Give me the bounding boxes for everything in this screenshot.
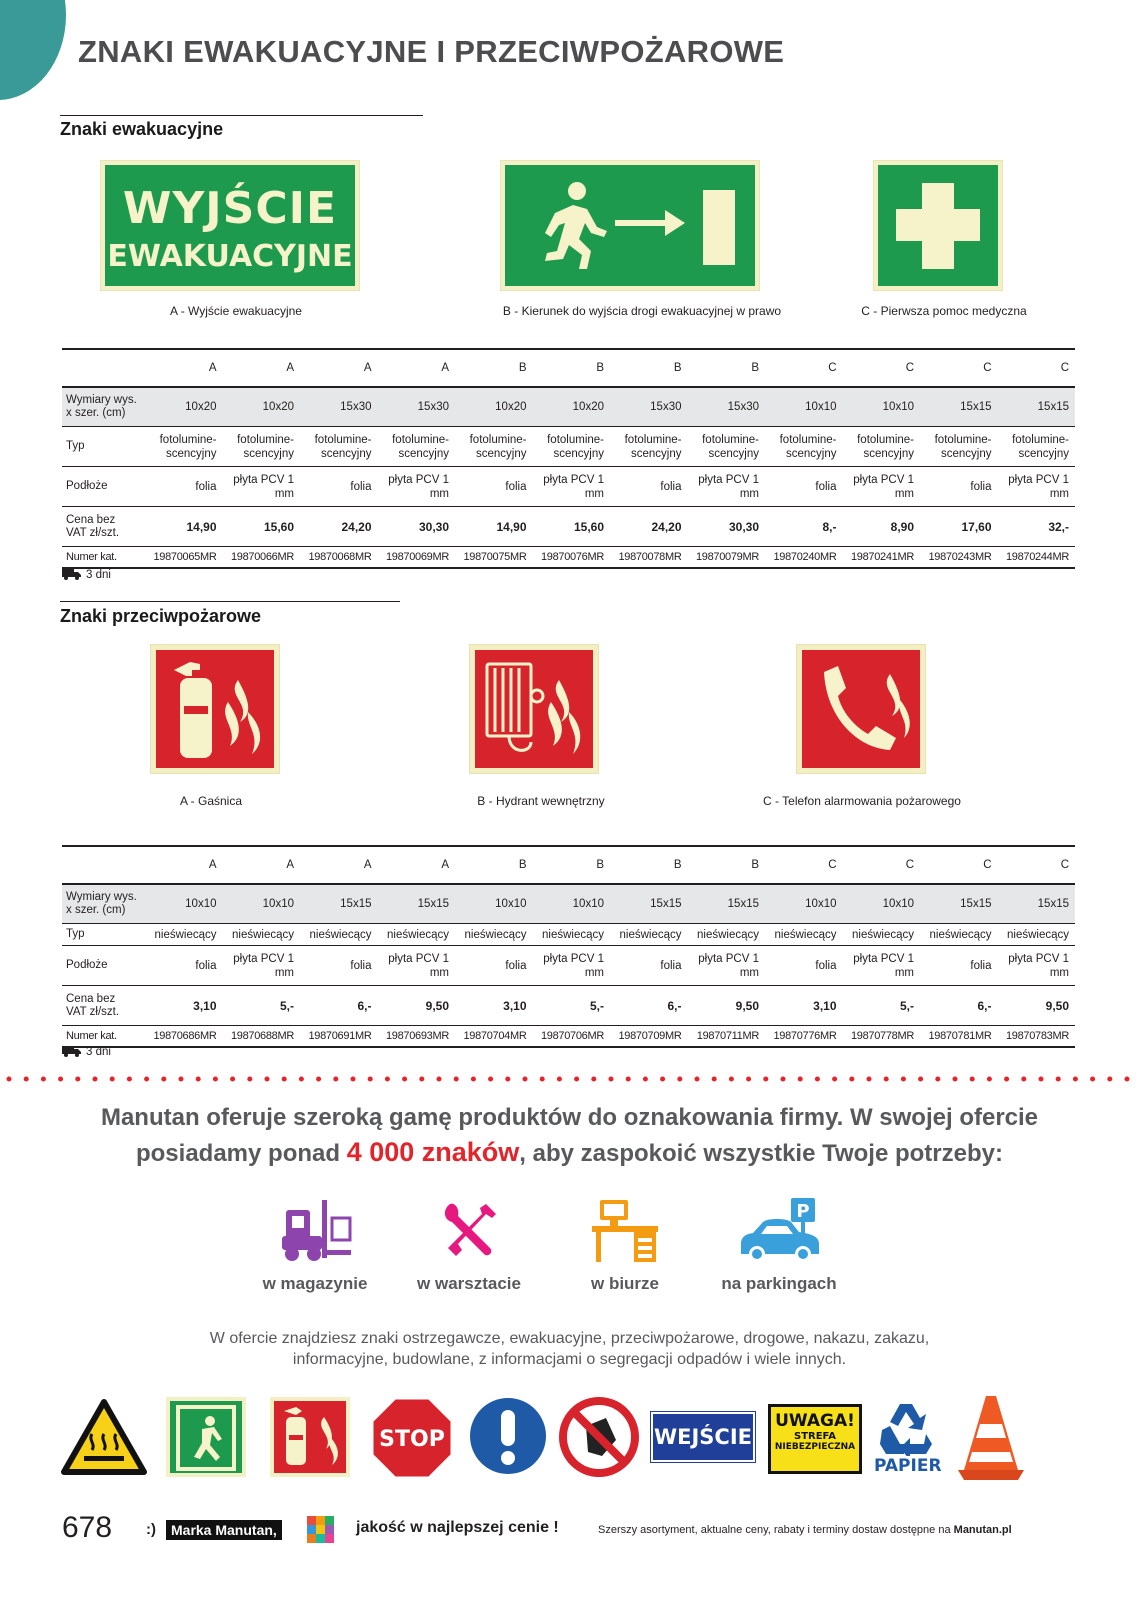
table-cell: płyta PCV 1 mm xyxy=(688,467,766,507)
table-cell: folia xyxy=(455,946,533,986)
offer-line1: W ofercie znajdziesz znaki ostrzegawcze, ewakuacyjne, przeciwpożarowe, drogowe, nakazu, zakazu, xyxy=(209,1330,930,1347)
catalog-cell: 19870241MR xyxy=(843,547,921,569)
table-cell: 15x15 xyxy=(998,387,1076,427)
row-label: Podłoże xyxy=(62,946,145,986)
col-head: C xyxy=(920,349,998,387)
section-rule xyxy=(60,601,400,602)
catalog-cell: 19870686MR xyxy=(145,1026,223,1048)
running-man-arrow-icon xyxy=(505,165,755,286)
catalog-cell: 19870069MR xyxy=(378,547,456,569)
table-cell: 15x30 xyxy=(610,387,688,427)
table-cell: 15x30 xyxy=(688,387,766,427)
price-cell: 17,60 xyxy=(920,507,998,547)
table-row-base xyxy=(62,467,1075,507)
table-cell: 10x20 xyxy=(145,387,223,427)
row-label: Numer kat. xyxy=(62,547,145,569)
table-cell: płyta PCV 1 mm xyxy=(223,467,301,507)
catalog-cell: 19870688MR xyxy=(223,1026,301,1048)
table-cell: fotolumine-scencyjny xyxy=(300,427,378,467)
col-head: C xyxy=(843,846,921,884)
table-cell: folia xyxy=(765,946,843,986)
col-head: C xyxy=(920,846,998,884)
table-cell: płyta PCV 1 mm xyxy=(223,946,301,986)
col-head: C xyxy=(843,349,921,387)
price-cell: 6,- xyxy=(610,986,688,1026)
catalog-cell: 19870068MR xyxy=(300,547,378,569)
catalog-cell: 19870691MR xyxy=(300,1026,378,1048)
col-head: C xyxy=(765,846,843,884)
delivery-text: 3 dni xyxy=(86,569,111,581)
table-cell: fotolumine-scencyjny xyxy=(998,427,1076,467)
prohibition-sign-icon xyxy=(558,1396,640,1478)
table-row-price xyxy=(62,986,1075,1026)
col-head: A xyxy=(300,846,378,884)
table-cell: folia xyxy=(610,467,688,507)
desk-icon xyxy=(590,1198,660,1264)
table-cell: fotolumine-scencyjny xyxy=(843,427,921,467)
catalog-cell: 19870776MR xyxy=(765,1026,843,1048)
price-cell: 5,- xyxy=(843,986,921,1026)
row-label: Wymiary wys. x szer. (cm) xyxy=(62,387,145,427)
price-cell: 5,- xyxy=(533,986,611,1026)
forklift-icon xyxy=(280,1198,354,1264)
page-number: 678 xyxy=(62,1511,113,1544)
table-row-catalog xyxy=(62,547,1075,569)
price-cell: 32,- xyxy=(998,507,1076,547)
col-head: C xyxy=(765,349,843,387)
price-cell: 9,50 xyxy=(688,986,766,1026)
price-cell: 15,60 xyxy=(223,507,301,547)
caption-b: B - Hydrant wewnętrzny xyxy=(477,794,605,808)
table-cell: fotolumine-scencyjny xyxy=(688,427,766,467)
catalog-cell: 19870075MR xyxy=(455,547,533,569)
catalog-cell: 19870693MR xyxy=(378,1026,456,1048)
offer-line2: informacyjne, budowlane, z informacjami o segregacji odpadów i wiele innych. xyxy=(292,1351,847,1368)
table-cell: płyta PCV 1 mm xyxy=(533,467,611,507)
catalog-cell: 19870066MR xyxy=(223,547,301,569)
sign-exit-right xyxy=(501,161,759,290)
sign-hydrant xyxy=(470,645,598,773)
table-header-row xyxy=(62,846,1075,884)
mandatory-info-icon xyxy=(468,1396,548,1476)
table-cell: 15x15 xyxy=(920,387,998,427)
smile-glyph: :) xyxy=(146,1521,156,1538)
exit-door-sign-icon xyxy=(166,1397,246,1477)
col-head: A xyxy=(300,349,378,387)
table-cell: płyta PCV 1 mm xyxy=(378,946,456,986)
caption-a: A - Wyjście ewakuacyjne xyxy=(170,304,302,318)
table-cell: nieświecący xyxy=(610,924,688,946)
fire-extinguisher-icon xyxy=(156,650,274,768)
table-cell: nieświecący xyxy=(998,924,1076,946)
table-cell: 15x15 xyxy=(920,884,998,924)
category-warehouse: w magazynie xyxy=(262,1274,368,1293)
table-cell: folia xyxy=(610,946,688,986)
table-cell: płyta PCV 1 mm xyxy=(533,946,611,986)
brand-badge: Marka Manutan, xyxy=(166,1520,282,1540)
col-head: B xyxy=(455,349,533,387)
caption-c: C - Telefon alarmowania pożarowego xyxy=(763,794,961,808)
table-row-type xyxy=(62,427,1075,467)
tagline: jakość w najlepszej cenie ! xyxy=(356,1519,559,1536)
col-head: B xyxy=(610,349,688,387)
stop-sign-text: STOP xyxy=(379,1427,445,1452)
catalog-cell: 19870704MR xyxy=(455,1026,533,1048)
col-head: A xyxy=(223,846,301,884)
sign-first-aid xyxy=(874,161,1002,290)
table-cell: fotolumine-scencyjny xyxy=(610,427,688,467)
table-cell: 10x10 xyxy=(765,884,843,924)
table-cell: 15x15 xyxy=(998,884,1076,924)
table-cell: nieświecący xyxy=(145,924,223,946)
sign-extinguisher xyxy=(151,645,279,773)
row-label: Podłoże xyxy=(62,467,145,507)
footer-note-text: Szerszy asortyment, aktualne ceny, rabaty i terminy dostaw dostępne na xyxy=(598,1524,951,1536)
table-cell: 15x15 xyxy=(610,884,688,924)
footer-site-link[interactable]: Manutan.pl xyxy=(953,1524,1012,1536)
price-cell: 30,30 xyxy=(378,507,456,547)
caption-c: C - Pierwsza pomoc medyczna xyxy=(861,304,1027,318)
delivery-info xyxy=(62,569,111,581)
page-title: ZNAKI EWAKUACYJNE I PRZECIWPOŻAROWE xyxy=(78,34,785,69)
table-cell: 10x10 xyxy=(843,884,921,924)
table-cell: 10x10 xyxy=(533,884,611,924)
table-cell: nieświecący xyxy=(920,924,998,946)
catalog-cell: 19870778MR xyxy=(843,1026,921,1048)
table-cell: płyta PCV 1 mm xyxy=(998,946,1076,986)
table-cell: folia xyxy=(145,467,223,507)
table-cell: folia xyxy=(765,467,843,507)
price-cell: 6,- xyxy=(920,986,998,1026)
stop-sign-icon xyxy=(370,1396,454,1480)
catalog-cell: 19870706MR xyxy=(533,1026,611,1048)
svg-text:P: P xyxy=(796,1201,810,1222)
table-cell: fotolumine-scencyjny xyxy=(223,427,301,467)
caption-a: A - Gaśnica xyxy=(179,794,243,808)
catalog-cell: 19870709MR xyxy=(610,1026,688,1048)
price-cell: 5,- xyxy=(223,986,301,1026)
catalog-cell: 19870243MR xyxy=(920,547,998,569)
table-row-type xyxy=(62,924,1075,946)
extinguisher-sign-icon xyxy=(270,1397,350,1477)
col-head: B xyxy=(533,349,611,387)
table-row-dimensions xyxy=(62,387,1075,427)
price-cell: 3,10 xyxy=(455,986,533,1026)
category-parking: na parkingach xyxy=(721,1274,837,1293)
entrance-sign: WEJŚCIE xyxy=(651,1412,755,1462)
col-head: A xyxy=(378,349,456,387)
col-head: B xyxy=(688,349,766,387)
col-head: A xyxy=(223,349,301,387)
truck-icon xyxy=(62,569,82,580)
catalog-cell: 19870079MR xyxy=(688,547,766,569)
table-cell: 15x30 xyxy=(378,387,456,427)
fire-hose-icon xyxy=(475,650,593,768)
color-cube-icon xyxy=(306,1515,336,1545)
table-cell: fotolumine-scencyjny xyxy=(533,427,611,467)
table-cell: folia xyxy=(300,946,378,986)
table-cell: fotolumine-scencyjny xyxy=(765,427,843,467)
col-head: C xyxy=(998,846,1076,884)
col-head: A xyxy=(145,349,223,387)
section-title-fire: Znaki przeciwpożarowe xyxy=(60,606,262,626)
catalog-cell: 19870065MR xyxy=(145,547,223,569)
dotted-divider xyxy=(6,1074,1136,1084)
table-cell: płyta PCV 1 mm xyxy=(998,467,1076,507)
table-cell: 10x10 xyxy=(145,884,223,924)
price-cell: 24,20 xyxy=(610,507,688,547)
promo-highlight: 4 000 znaków xyxy=(346,1137,520,1167)
catalog-cell: 19870783MR xyxy=(998,1026,1076,1048)
promo-line1: Manutan oferuje szeroką gamę produktów do oznakowania firmy. W swojej ofercie xyxy=(100,1104,1039,1131)
table-cell: 10x20 xyxy=(455,387,533,427)
table-cell: nieświecący xyxy=(533,924,611,946)
truck-icon xyxy=(62,1046,82,1057)
col-head: B xyxy=(688,846,766,884)
table-cell: nieświecący xyxy=(300,924,378,946)
price-cell: 9,50 xyxy=(378,986,456,1026)
evac-table xyxy=(62,348,1075,569)
section-rule xyxy=(60,115,423,116)
delivery-text: 3 dni xyxy=(86,1046,111,1058)
catalog-cell: 19870711MR xyxy=(688,1026,766,1048)
table-row-catalog xyxy=(62,1026,1075,1048)
promo-line2-post: , aby zaspokoić wszystkie Twoje potrzeby: xyxy=(519,1140,1003,1167)
table-cell: nieświecący xyxy=(378,924,456,946)
table-cell: fotolumine-scencyjny xyxy=(920,427,998,467)
catalog-cell: 19870781MR xyxy=(920,1026,998,1048)
table-cell: 15x15 xyxy=(378,884,456,924)
row-label: Wymiary wys. x szer. (cm) xyxy=(62,884,145,924)
table-cell: płyta PCV 1 mm xyxy=(688,946,766,986)
row-label: Cena bez VAT zł/szt. xyxy=(62,986,145,1026)
category-workshop: w warsztacie xyxy=(417,1274,521,1293)
table-row-dimensions xyxy=(62,884,1075,924)
price-cell: 6,- xyxy=(300,986,378,1026)
table-cell: nieświecący xyxy=(688,924,766,946)
catalog-cell: 19870244MR xyxy=(998,547,1076,569)
row-label: Cena bez VAT zł/szt. xyxy=(62,507,145,547)
table-cell: płyta PCV 1 mm xyxy=(378,467,456,507)
price-cell: 9,50 xyxy=(998,986,1076,1026)
table-cell: płyta PCV 1 mm xyxy=(843,946,921,986)
price-cell: 14,90 xyxy=(145,507,223,547)
table-cell: fotolumine-scencyjny xyxy=(455,427,533,467)
footer-note xyxy=(598,1524,1012,1536)
row-label: Numer kat. xyxy=(62,1026,145,1048)
col-head: A xyxy=(145,846,223,884)
price-cell: 15,60 xyxy=(533,507,611,547)
sign-exit-evacuation xyxy=(101,161,359,290)
sign-exit-line1: WYJŚCIE xyxy=(122,183,338,234)
parking-car-icon xyxy=(739,1196,823,1266)
table-cell: folia xyxy=(145,946,223,986)
price-cell: 8,90 xyxy=(843,507,921,547)
table-row-base xyxy=(62,946,1075,986)
table-cell: 10x20 xyxy=(223,387,301,427)
table-cell: 10x10 xyxy=(223,884,301,924)
first-aid-cross-icon xyxy=(878,165,998,286)
price-cell: 3,10 xyxy=(145,986,223,1026)
table-cell: 10x20 xyxy=(533,387,611,427)
price-cell: 30,30 xyxy=(688,507,766,547)
col-head: B xyxy=(455,846,533,884)
caption-b: B - Kierunek do wyjścia drogi ewakuacyjnej w prawo xyxy=(502,304,782,318)
price-cell: 8,- xyxy=(765,507,843,547)
table-header-row xyxy=(62,349,1075,387)
paper-recycling-label: PAPIER xyxy=(874,1456,942,1476)
catalog-cell: 19870240MR xyxy=(765,547,843,569)
table-cell: folia xyxy=(920,467,998,507)
col-head: C xyxy=(998,349,1076,387)
table-cell: nieświecący xyxy=(843,924,921,946)
catalog-cell: 19870076MR xyxy=(533,547,611,569)
table-cell: fotolumine-scencyjny xyxy=(145,427,223,467)
warning-sign-line1: UWAGA! xyxy=(775,1411,855,1431)
price-cell: 3,10 xyxy=(765,986,843,1026)
traffic-cone-icon xyxy=(958,1392,1024,1484)
row-label: Typ xyxy=(62,924,145,946)
table-row-price xyxy=(62,507,1075,547)
table-cell: 10x10 xyxy=(765,387,843,427)
table-cell: 10x10 xyxy=(843,387,921,427)
table-cell: 15x15 xyxy=(300,884,378,924)
catalog-cell: 19870078MR xyxy=(610,547,688,569)
category-office: w biurze xyxy=(590,1274,660,1293)
table-cell: nieświecący xyxy=(455,924,533,946)
table-cell: płyta PCV 1 mm xyxy=(843,467,921,507)
col-head: B xyxy=(610,846,688,884)
section-title-evacuation: Znaki ewakuacyjne xyxy=(60,119,224,139)
tools-icon xyxy=(440,1200,500,1260)
sign-exit-line2: EWAKUACYJNE xyxy=(107,239,353,274)
hot-surface-warning-icon xyxy=(60,1398,148,1476)
recycling-icon xyxy=(874,1400,938,1456)
promo-line2 xyxy=(0,1137,1139,1168)
telephone-icon xyxy=(802,650,920,768)
table-cell: 15x15 xyxy=(688,884,766,924)
delivery-info xyxy=(62,1046,111,1058)
table-cell: folia xyxy=(455,467,533,507)
price-cell: 24,20 xyxy=(300,507,378,547)
table-cell: folia xyxy=(300,467,378,507)
table-cell: nieświecący xyxy=(765,924,843,946)
table-cell: nieświecący xyxy=(223,924,301,946)
sign-fire-phone xyxy=(797,645,925,773)
table-cell: 10x10 xyxy=(455,884,533,924)
corner-decoration xyxy=(0,0,66,100)
col-head: A xyxy=(378,846,456,884)
row-label: Typ xyxy=(62,427,145,467)
warning-danger-zone-sign xyxy=(768,1404,862,1474)
promo-line2-pre: posiadamy ponad xyxy=(135,1140,341,1167)
table-cell: 15x30 xyxy=(300,387,378,427)
warning-sign-line3: NIEBEZPIECZNA xyxy=(774,1442,856,1452)
warning-sign-line2: STREFA xyxy=(794,1431,836,1442)
price-cell: 14,90 xyxy=(455,507,533,547)
col-head: B xyxy=(533,846,611,884)
fire-table xyxy=(62,845,1075,1048)
table-cell: fotolumine-scencyjny xyxy=(378,427,456,467)
table-cell: folia xyxy=(920,946,998,986)
